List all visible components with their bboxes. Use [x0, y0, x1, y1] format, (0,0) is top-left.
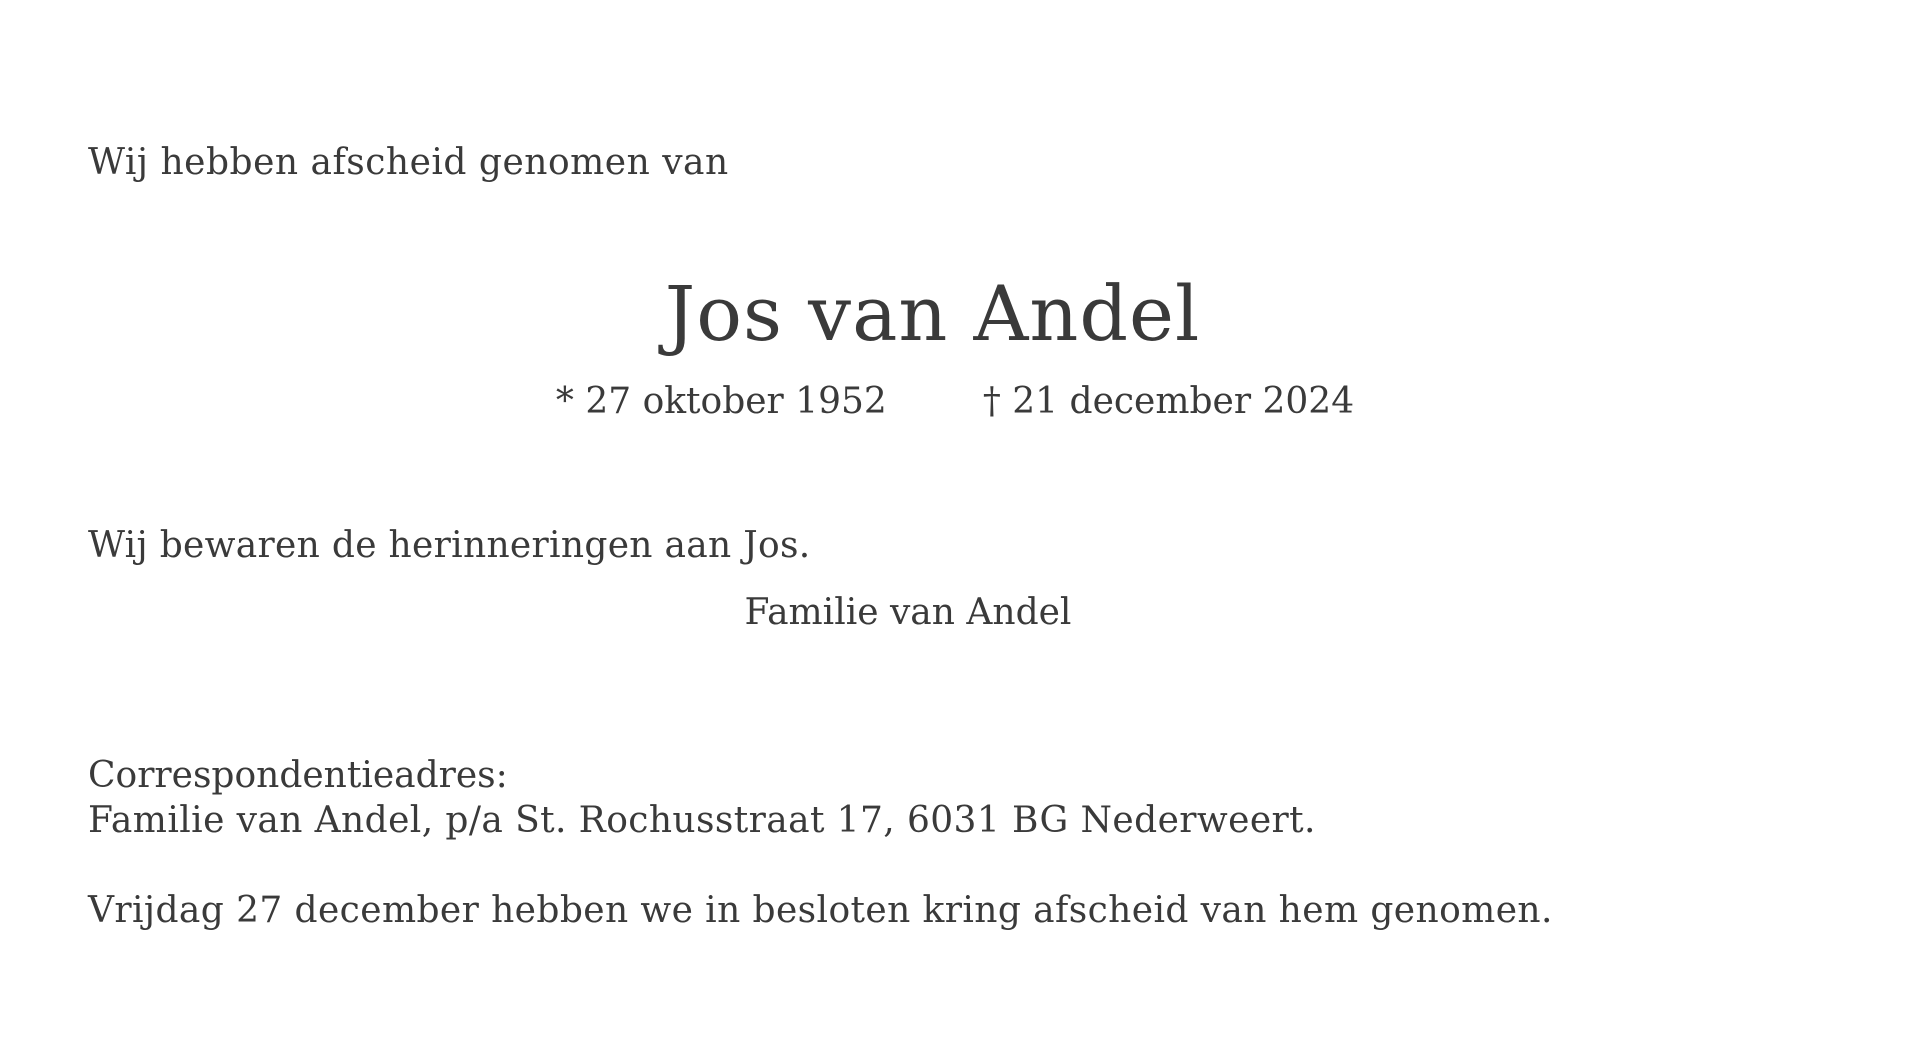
family-signature: Familie van Andel [744, 592, 1072, 633]
deceased-name: Jos van Andel [664, 269, 1201, 358]
death-date: † 21 december 2024 [982, 381, 1355, 422]
correspondence-address: Familie van Andel, p/a St. Rochusstraat 17, 6031 BG Nederweert. [88, 800, 1316, 841]
birth-date: * 27 oktober 1952 [555, 381, 887, 422]
life-dates [0, 381, 1910, 422]
farewell-text: Vrijdag 27 december hebben we in besloten kring afscheid van hem genomen. [88, 890, 1553, 931]
address-label: Correspondentieadres: [88, 755, 508, 796]
memory-text: Wij bewaren de herinneringen aan Jos. [88, 525, 811, 566]
intro-text: Wij hebben afscheid genomen van [88, 142, 729, 183]
